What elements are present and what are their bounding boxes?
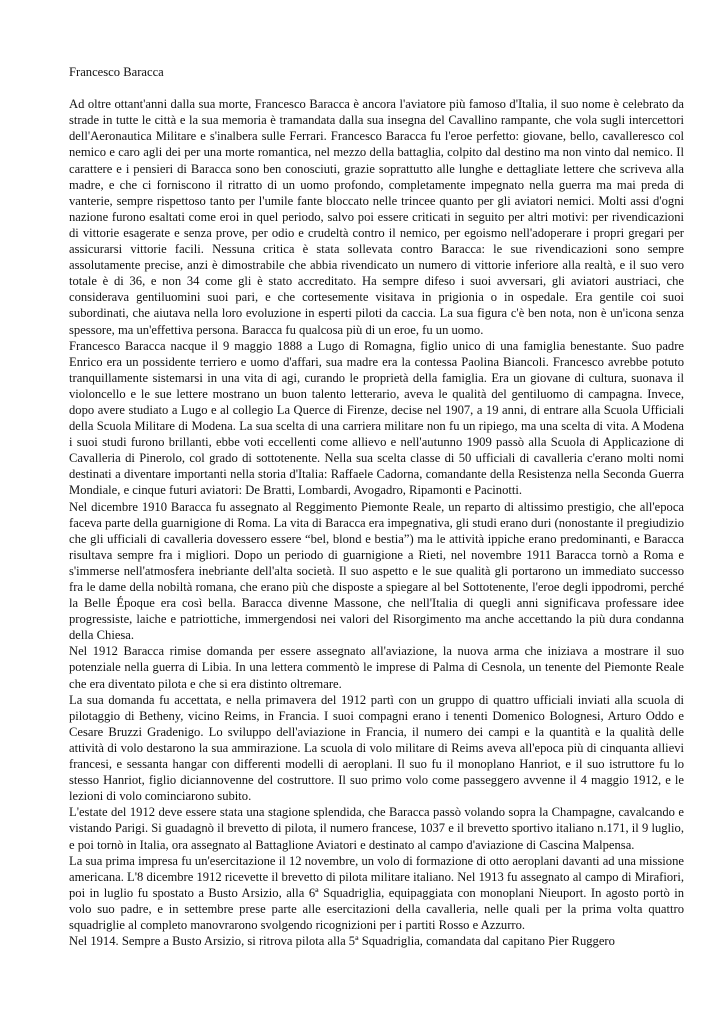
paragraph-birth: Francesco Baracca nacque il 9 maggio 1888 a Lugo di Romagna, figlio unico di una famiglia benestante. Suo padre Enrico era un possidente terriero e uomo d'affari, sua madre era la contessa Paolina Biancoli. Francesco avrebbe potuto tranquillamente sistemarsi in una vita di agi, curando le proprietà della famiglia. Era un giovane di cultura, suonava il violoncello e le sue lettere mostrano un buon talento letterario, aveva le qualità del gentiluomo di campagna. Invece, dopo avere studiato a Lugo e al collegio La Querce di Firenze, decise nel 1907, a 19 anni, di entrare alla Scuola Ufficiali della Scuola Militare di Modena. La sua scelta di una carriera militare non fu un ripiego, ma una scelta di vita. A Modena i suoi studi furono brillanti, ebbe voti eccellenti come allievo e nell'autunno 1909 passò alla Scuola di Applicazione di Cavalleria di Pinerolo, col grado di sottotenente. Nella sua scelta classe di 50 ufficiali di cavalleria c'erano molti nomi destinati a diventare importanti nella storia d'Italia: Raffaele Cadorna, comandante della Resistenza nella Seconda Guerra Mondiale, e cinque futuri aviatori: De Bratti, Lombardi, Avogadro, Ripamonti e Pacinotti. — [69, 338, 684, 498]
paragraph-reims-school: La sua domanda fu accettata, e nella primavera del 1912 partì con un gruppo di quattro ufficiali inviati alla scuola di pilotaggio di Betheny, vicino Reims, in Francia. I suoi compagni erano i tenenti Domenico Bolognesi, Arturo Oddo e Cesare Bruzzi Gradenigo. Lo sviluppo dell'aviazione in Francia, il numero dei campi e la quantità e la qualità delle attività di volo destarono la sua ammirazione. La scuola di volo militare di Reims aveva all'epoca più di cinquanta allievi francesi, e sessanta hangar con differenti modelli di aeroplani. Il suo fu il monoplano Hanriot, e il suo istruttore fu lo stesso Hanriot, figlio diciannovenne del costruttore. Il suo primo volo come passeggero avvenne il 4 maggio 1912, e le lezioni di volo cominciarono subito. — [69, 692, 684, 804]
paragraph-intro: Ad oltre ottant'anni dalla sua morte, Francesco Baracca è ancora l'aviatore più famoso d'Italia, il suo nome è celebrato da strade in tutte le città e la sua memoria è tramandata dalla sua insegna del Cavallino rampante, che vola sugli intercettori dell'Aeronautica Militare e s'inalbera sulle Ferrari. Francesco Baracca fu l'eroe perfetto: giovane, bello, cavalleresco col nemico e caro agli dei per una morte romantica, nel mezzo della battaglia, colpito dal destino ma non vinto dal nemico. Il carattere e i pensieri di Baracca sono ben conosciuti, grazie soprattutto alle lunghe e dettagliate lettere che scriveva alla madre, e che ci forniscono il ritratto di un uomo profondo, completamente impegnato nella guerra ma mai preda di vanterie, sempre rispettoso tanto per l'umile fante bloccato nelle trincee quanto per gli aviatori nemici. Molti assi d'ogni nazione furono esaltati come eroi in quel periodo, salvo poi essere criticati in seguito per altri motivi: per rivendicazioni di vittorie esagerate e senza prove, per odio e crudeltà contro il nemico, per egoismo nell'adoperare i propri gregari per assicurarsi vittorie facili. Nessuna critica è stata sollevata contro Baracca: le sue rivendicazioni sono sempre assolutamente precise, anzi è dimostrabile che abbia rivendicato un numero di vittorie inferiore alla realtà, e il suo vero totale è di 36, e non 34 come gli è stato accreditato. Ha sempre difeso i suoi avversari, gli aviatori austriaci, che considerava gentiluomini suoi pari, e che cortesemente visitava in prigionia o in ospedale. Era gentile coi suoi subordinati, che aiutava nella loro evoluzione in esperti piloti da caccia. La sua figura c'è ben nota, non è un'icona senza spessore, ma un'effettiva persona. Baracca fu qualcosa più di un eroe, fu un uomo. — [69, 97, 684, 337]
paragraph-first-exercise: La sua prima impresa fu un'esercitazione il 12 novembre, un volo di formazione di otto aeroplani davanti ad una missione americana. L'8 dicembre 1912 ricevette il brevetto di pilota militare italiano. Nel 1913 fu assegnato al campo di Mirafiori, poi in luglio fu spostato a Busto Arsizio, alla 6ª Squadriglia, equipaggiata con monoplani Nieuport. In agosto portò in volo suo padre, e in settembre prese parte alle esercitazioni della cavalleria, nelle quali per la prima volta quattro squadriglie al completo manovrarono svolgendo ricognizioni per i partiti Rosso e Azzurro. — [69, 853, 684, 932]
paragraph-1914: Nel 1914. Sempre a Busto Arsizio, si ritrova pilota alla 5ª Squadriglia, comandata dal capitano Pier Ruggero — [69, 934, 615, 949]
paragraph-summer-1912: L'estate del 1912 deve essere stata una stagione splendida, che Baracca passò volando sopra la Champagne, cavalcando e vistando Parigi. Si guadagnò il brevetto di pilota, il numero francese, 1037 e il brevetto sportivo italiano n.171, il 9 luglio, e poi tornò in Italia, ora assegnato al Battaglione Aviatori e destinato al campo d'aviazione di Cascina Malpensa. — [69, 805, 684, 852]
paragraph-1912-application: Nel 1912 Baracca rimise domanda per essere assegnato all'aviazione, la nuova arma che iniziava a mostrare il suo potenziale nella guerra di Libia. In una lettera commentò le imprese di Palma di Cesnola, un tenente del Piemonte Reale che era diventato pilota e che si era distinto oltremare. — [69, 644, 684, 691]
document-title: Francesco Baracca — [69, 65, 164, 79]
paragraph-piemonte-reale: Nel dicembre 1910 Baracca fu assegnato al Reggimento Piemonte Reale, un reparto di altissimo prestigio, che all'epoca faceva parte della guarnigione di Roma. La vita di Baracca era impegnativa, gli studi erano duri (nonostante il pregiudizio che gli ufficiali di cavalleria dovessero essere “bel, blond e bestia”) ma le attività ippiche erano predominanti, e Baracca risultava sempre fra i migliori. Dopo un periodo di guarnigione a Rieti, nel novembre 1911 Baracca tornò a Roma e s'immerse nell'atmosfera inebriante dell'alta società. Il suo aspetto e le sue qualità gli portarono un immediato successo fra le dame della nobiltà romana, che erano più che disposte a spiegare al bel Sottotenente, l'eroe degli ippodromi, perché la Belle Époque era così bella. Baracca divenne Massone, che nell'Italia di quegli anni significava professare idee progressiste, laiche e patriottiche, immergendosi nei valori del Risorgimento ma anche accettando la più dura condanna della Chiesa. — [69, 499, 684, 643]
document-page — [69, 64, 684, 949]
